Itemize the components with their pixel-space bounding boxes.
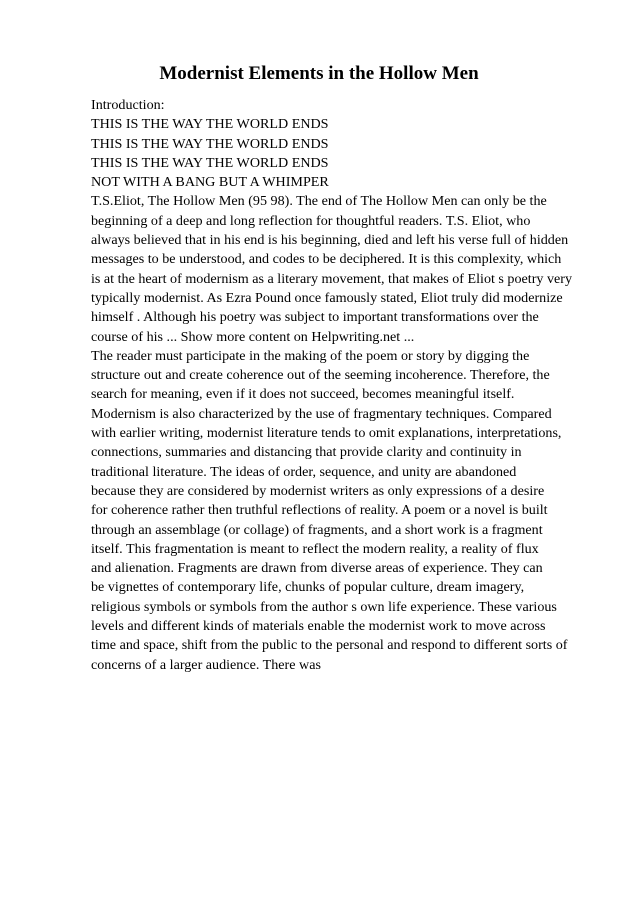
text-line: T.S.Eliot, The Hollow Men (95 98). The end of The Hollow Men can only be the	[91, 193, 547, 210]
text-line: with earlier writing, modernist literature tends to omit explanations, interpretations,	[91, 425, 562, 442]
text-line: through an assemblage (or collage) of fragments, and a short work is a fragment	[91, 521, 543, 538]
text-line: himself . Although his poetry was subject to important transformations over the	[91, 309, 539, 326]
text-line: always believed that in his end is his beginning, died and left his verse full of hidden	[91, 232, 569, 249]
text-line: and alienation. Fragments are drawn from diverse areas of experience. They can	[91, 560, 543, 577]
text-line: time and space, shift from the public to the personal and respond to different sorts of	[91, 637, 568, 654]
text-line: be vignettes of contemporary life, chunks of popular culture, dream imagery,	[91, 579, 525, 596]
text-line: Modernism is also characterized by the use of fragmentary techniques. Compared	[91, 405, 552, 422]
document-body	[91, 96, 591, 675]
text-line: THIS IS THE WAY THE WORLD ENDS	[91, 135, 329, 152]
text-line: itself. This fragmentation is meant to reflect the modern reality, a reality of flux	[91, 540, 539, 557]
text-line: is at the heart of modernism as a literary movement, that makes of Eliot s poetry very	[91, 270, 573, 287]
text-line: connections, summaries and distancing that provide clarity and continuity in	[91, 444, 522, 461]
text-line: because they are considered by modernist writers as only expressions of a desire	[91, 482, 545, 499]
text-line: typically modernist. As Ezra Pound once famously stated, Eliot truly did modernize	[91, 289, 563, 306]
text-line: THIS IS THE WAY THE WORLD ENDS	[91, 116, 329, 133]
text-line: for coherence rather then truthful reflections of reality. A poem or a novel is built	[91, 502, 548, 519]
text-line: levels and different kinds of materials enable the modernist work to move across	[91, 618, 546, 635]
document-title: Modernist Elements in the Hollow Men	[159, 63, 479, 84]
text-line: NOT WITH A BANG BUT A WHIMPER	[91, 174, 329, 191]
text-line: religious symbols or symbols from the author s own life experience. These various	[91, 598, 557, 615]
text-line: structure out and create coherence out of the seeming incoherence. Therefore, the	[91, 367, 550, 384]
text-line: traditional literature. The ideas of order, sequence, and unity are abandoned	[91, 463, 517, 480]
text-line: THIS IS THE WAY THE WORLD ENDS	[91, 154, 329, 171]
text-line: messages to be understood, and codes to be deciphered. It is this complexity, which	[91, 251, 562, 268]
text-line: beginning of a deep and long reflection for thoughtful readers. T.S. Eliot, who	[91, 212, 531, 229]
text-line: concerns of a larger audience. There was	[91, 656, 321, 673]
text-line: search for meaning, even if it does not succeed, becomes meaningful itself.	[91, 386, 515, 403]
text-line: The reader must participate in the making of the poem or story by digging the	[91, 347, 530, 364]
text-line: Introduction:	[91, 97, 165, 113]
text-line: course of his ... Show more content on Helpwriting.net ...	[91, 328, 415, 345]
